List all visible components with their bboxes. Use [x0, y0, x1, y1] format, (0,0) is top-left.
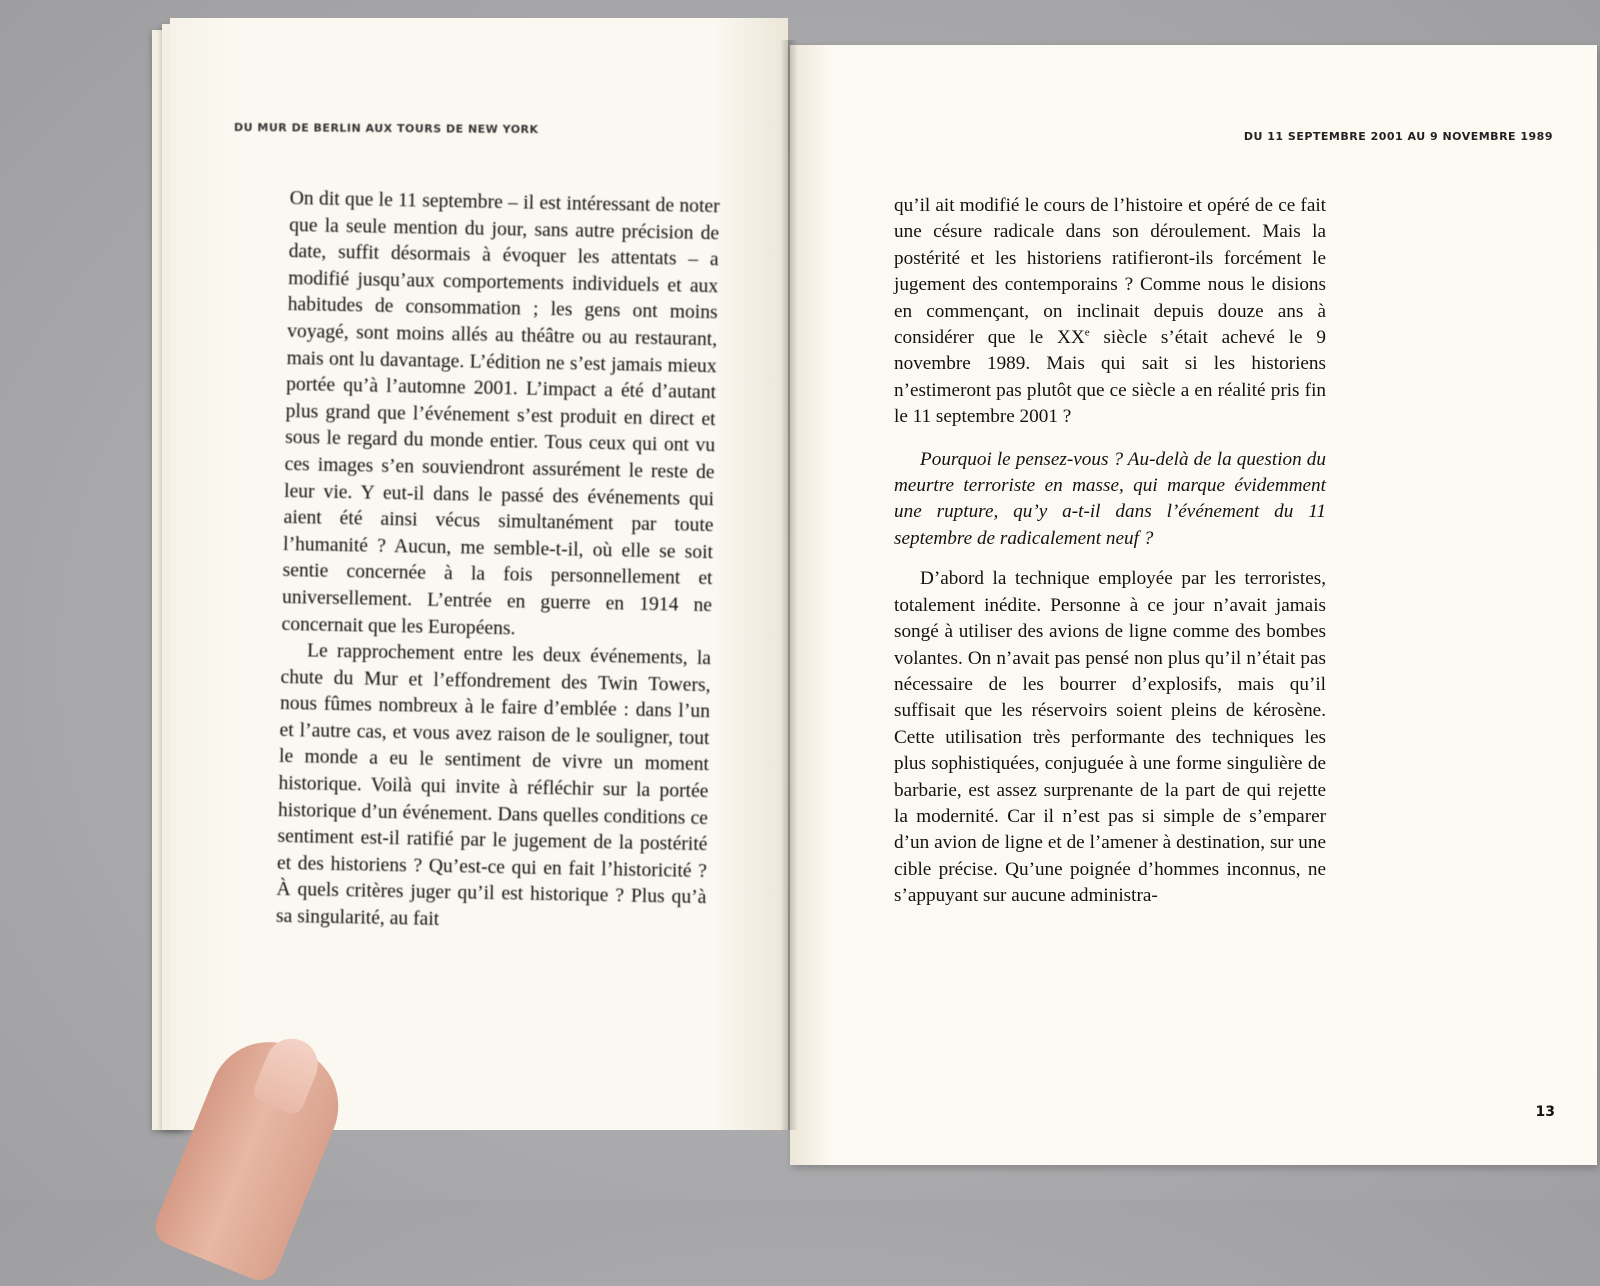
left-paragraph-1: On dit que le 11 septembre – il est intéressant de noter que la seule mention du jour, sans autre précision de date, suffit désormais à évoquer les attentats – a modifié jusqu’aux comportements individuels et aux habitudes de consommation ; les gens ont moins voyagé, sont moins allés au théâtre ou au restaurant, mais ont lu davantage. L’édition ne s’est jamais mieux portée qu’à l’automne 2001. L’impact a été d’autant plus grand que l’événement s’est produit en direct et sous le regard du monde entier. Tous ceux qui ont vu ces images s’en souviendront assurément le reste de leur vie. Y eut-il dans le passé des événements qui aient été ainsi vécus simultanément par toute l’humanité ? Aucun, me semble-t-il, où elle se soit sentie concernée à la fois personnellement et universellement. L’entrée en guerre en 1914 ne concernait que les Européens. — [281, 187, 720, 639]
century-numeral: XX — [1056, 327, 1085, 349]
right-paragraph-1-start: qu’il ait modifié le cours de l’histoire et opéré de ce fait une césure radicale dans son déroulement. Mais la postérité et les historiens ratifieront-ils forcément le jugement des contemporains ? Comme nous le disions en commençant, on inclinait depuis douze ans à considérer que le — [894, 195, 1326, 349]
left-running-head: DU MUR DE BERLIN AUX TOURS DE NEW YORK — [233, 120, 539, 137]
page-number: 13 — [1535, 1104, 1555, 1120]
right-paragraph-1 — [894, 193, 1326, 431]
right-paragraph-2: D’abord la technique employée par les terroristes, totalement inédite. Personne à ce jour n’avait jamais songé à utiliser des avions de ligne comme des bombes volantes. On n’avait pas pensé non plus qu’il n’était pas nécessaire de les bourrer d’explosifs, mais qu’il suffisait que les réservoirs soient pleins de kérosène. Cette utilisation très performante des techniques les plus sophistiquées, conjuguée à une forme singulière de barbarie, est assez surprenante de la part de qui rejette la modernité. Car il n’est pas si simple de s’emparer d’un avion de ligne et de l’amener à destination, sur une cible précise. Qu’une poignée d’hommes inconnus, ne s’appuyant sur aucune administra- — [894, 568, 1326, 907]
right-running-head: DU 11 SEPTEMBRE 2001 AU 9 NOVEMBRE 1989 — [1243, 130, 1553, 143]
interviewer-question: Pourquoi le pensez-vous ? Au-delà de la question du meurtre terroriste en masse, qui marque évidemment une rupture, qu’y a-t-il dans l’événement du 11 septembre de radicalement neuf ? — [894, 448, 1326, 549]
left-page — [170, 18, 788, 1130]
book-gutter — [780, 40, 798, 1130]
right-paragraph-1-end: siècle s’était achevé le 9 novembre 1989. Mais qui sait si les historiens n’estimeront pas plutôt que ce siècle a en réalité pris fin le 11 septembre 2001 ? — [894, 327, 1326, 428]
left-paragraph-2: Le rapprochement entre les deux événements, la chute du Mur et l’effondrement des Twin Towers, nous fûmes nombreux à le faire d’emblée : dans l’un et l’autre cas, et vous avez raison de le souligner, tout le monde a eu le sentiment de vivre un moment historique. Voilà qui invite à réfléchir sur la portée historique d’un événement. Dans quelles conditions ce sentiment est-il ratifié par le jugement de la postérité et des historiens ? Qu’est-ce qui en fait l’historicité ? À quels critères juger qu’il est historique ? Plus qu’à sa singularité, au fait — [275, 640, 712, 931]
right-page-text — [894, 193, 1326, 910]
left-page-text — [276, 186, 720, 939]
right-page — [790, 45, 1597, 1165]
century-superscript: e — [1084, 326, 1090, 339]
